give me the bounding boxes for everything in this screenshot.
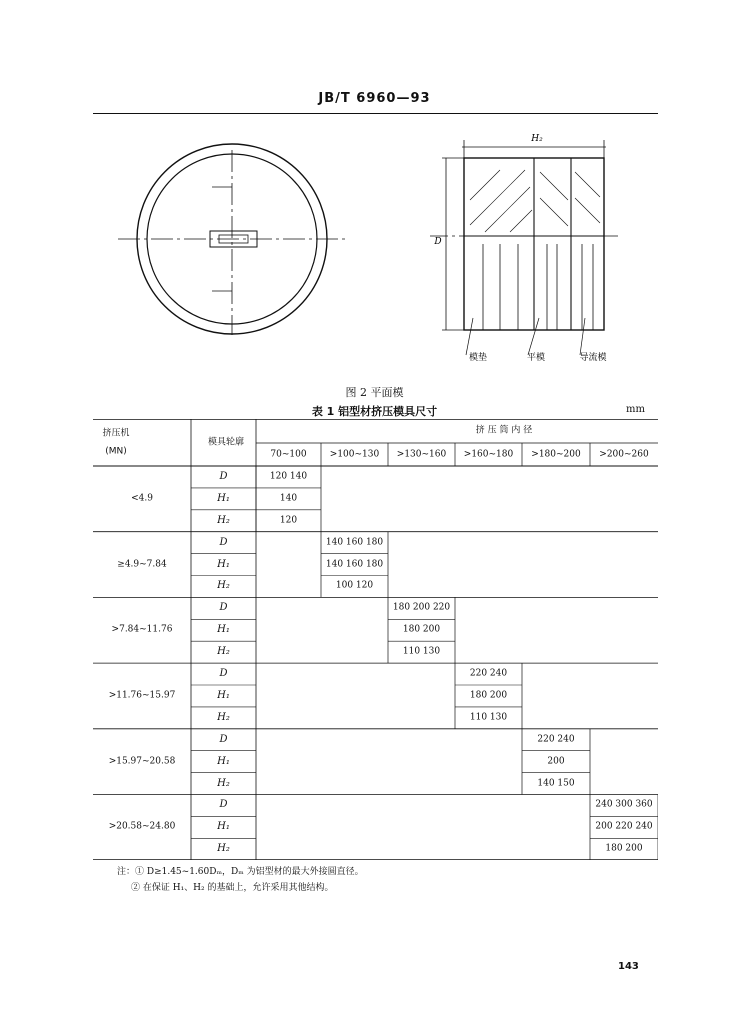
value-4-0: 220 240: [537, 734, 575, 745]
press-range-5: >20.58~24.80: [108, 821, 176, 832]
param-0-0: D: [219, 470, 228, 482]
diameter-header-4: >180~200: [531, 449, 581, 459]
value-0-2: 120: [279, 515, 298, 526]
param-4-0: D: [219, 733, 228, 745]
document-code: JB/T 6960—93: [318, 91, 431, 106]
value-1-0: 140 160 180: [325, 537, 384, 548]
value-3-2: 110 130: [469, 712, 508, 723]
param-5-0: D: [219, 799, 228, 811]
press-range-0: <4.9: [131, 493, 153, 504]
unit-label: mm: [626, 404, 645, 415]
mold-dimension-table: [93, 419, 658, 860]
label-mold-pad: 模垫: [468, 353, 488, 363]
param-3-1: H₁: [217, 689, 230, 701]
param-2-1: H₁: [217, 624, 230, 636]
press-range-1: ≥4.9~7.84: [117, 559, 167, 570]
label-d: D: [434, 237, 442, 247]
value-1-1: 140 160 180: [325, 559, 384, 570]
plan-view: [118, 144, 348, 335]
param-4-1: H₁: [217, 755, 230, 767]
diameter-header-2: >130~160: [396, 449, 447, 459]
param-1-0: D: [219, 536, 228, 548]
value-2-1: 180 200: [402, 624, 441, 635]
diameter-header-0: 70~100: [270, 449, 307, 459]
label-guide-die: 导流模: [579, 353, 607, 363]
param-5-2: H₂: [217, 843, 230, 855]
note-1: 注：① D≥1.45~1.60Dₘ，Dₘ 为铝型材的最大外接圆直径。: [117, 867, 364, 877]
label-flat-die: 平模: [526, 353, 546, 363]
value-5-0: 240 300 360: [595, 799, 653, 810]
param-1-1: H₁: [217, 558, 230, 570]
figure-caption: 图 2 平面模: [345, 386, 404, 399]
header-press: 挤压机: [102, 428, 130, 439]
flat-die-figure: [0, 0, 749, 380]
value-0-1: 140: [279, 493, 298, 504]
param-1-2: H₂: [217, 580, 230, 592]
page-number: 143: [618, 961, 639, 972]
label-h2: H₂: [531, 134, 543, 144]
value-1-2: 100 120: [335, 580, 374, 591]
diameter-header-3: >160~180: [463, 449, 514, 459]
value-4-1: 200: [547, 756, 565, 767]
diameter-header-5: >200~260: [599, 449, 649, 459]
value-5-2: 180 200: [605, 843, 643, 854]
section-view: [430, 140, 618, 355]
press-range-3: >11.76~15.97: [108, 690, 176, 701]
value-2-0: 180 200 220: [392, 602, 451, 613]
param-2-2: H₂: [217, 646, 230, 658]
value-2-2: 110 130: [402, 646, 441, 657]
header-container: 挤 压 筒 内 径: [475, 425, 533, 436]
param-3-0: D: [219, 668, 228, 680]
value-4-2: 140 150: [537, 778, 575, 789]
table-caption: 表 1 铝型材挤压模具尺寸: [311, 405, 438, 418]
table-grid: [93, 419, 658, 860]
value-3-1: 180 200: [469, 690, 508, 701]
diameter-header-1: >100~130: [329, 449, 380, 459]
param-5-1: H₁: [217, 821, 230, 833]
note-2: ② 在保证 H₁、H₂ 的基础上，允许采用其他结构。: [131, 883, 334, 893]
param-3-2: H₂: [217, 711, 230, 723]
value-0-0: 120 140: [269, 471, 308, 482]
press-range-2: >7.84~11.76: [111, 624, 173, 635]
param-2-0: D: [219, 602, 228, 614]
value-5-1: 200 220 240: [595, 821, 653, 832]
param-0-2: H₂: [217, 514, 230, 526]
header-contour: 模具轮廓: [207, 437, 245, 448]
press-range-4: >15.97~20.58: [108, 756, 176, 767]
header-press-unit: (MN): [105, 446, 127, 457]
param-0-1: H₁: [217, 492, 230, 504]
param-4-2: H₂: [217, 777, 230, 789]
value-3-0: 220 240: [469, 668, 508, 679]
